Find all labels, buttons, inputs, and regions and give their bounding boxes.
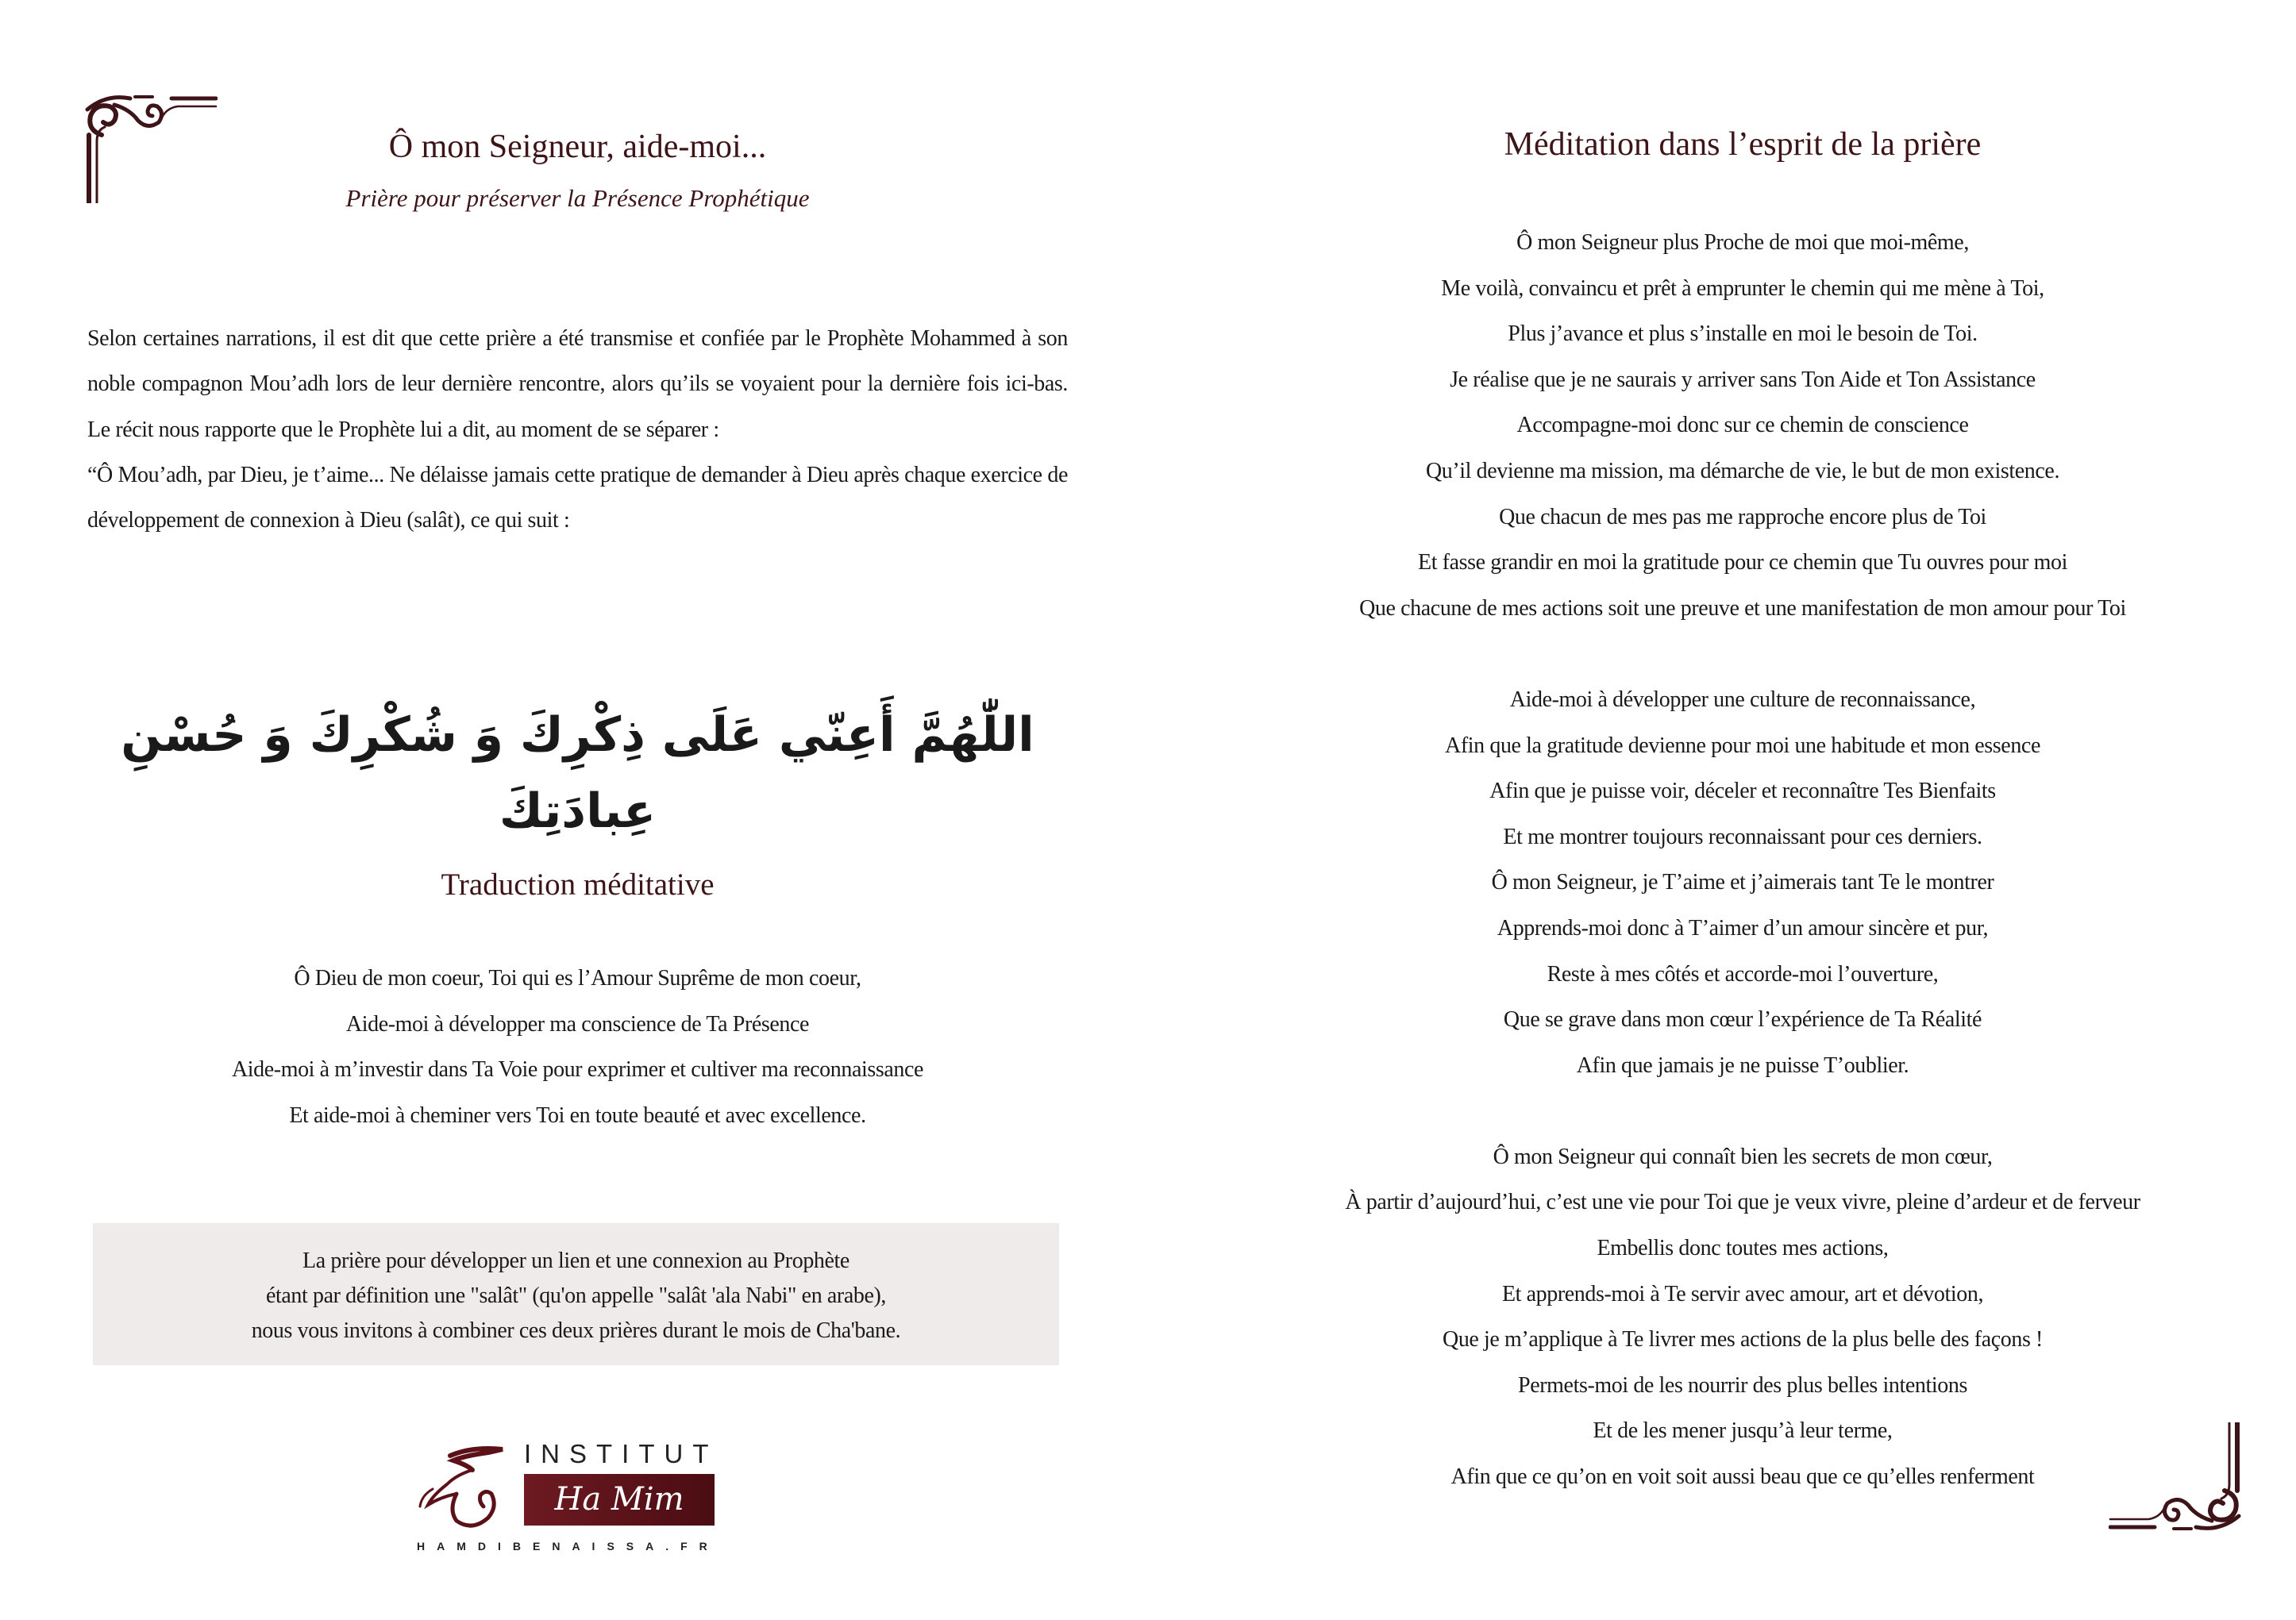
poem-line: Plus j’avance et plus s’installe en moi le besoin de Toi. [1508, 321, 1978, 347]
note-line: La prière pour développer un lien et une connexion au Prophète [302, 1249, 849, 1273]
intro-paragraph [87, 316, 1068, 543]
intro-paragraph-2: “Ô Mou’adh, par Dieu, je t’aime... Ne délaisse jamais cette pratique de demander à Dieu après chaque exercice de développement de connexion à Dieu (salât), ce qui suit : [87, 462, 1068, 533]
stanza-gap [1239, 631, 2247, 677]
logo-institut-text: INSTITUT [524, 1439, 718, 1468]
poem-line: Apprends-moi donc à T’aimer d’un amour sincère et pur, [1497, 915, 1989, 941]
poem-line: Et fasse grandir en moi la gratitude pour ce chemin que Tu ouvres pour moi [1418, 550, 2067, 575]
calligraphy-mark-icon [409, 1438, 520, 1533]
poem-line: Que chacun de mes pas me rapproche encore plus de Toi [1499, 504, 1986, 529]
translation-lines [87, 956, 1068, 1138]
meditation-stanza-1 [1239, 220, 2247, 631]
translation-line: Ô Dieu de mon coeur, Toi qui es l’Amour Suprême de mon coeur, [294, 966, 861, 991]
poem-line: À partir d’aujourd’hui, c’est une vie pour Toi que je veux vivre, pleine d’ardeur et de ferveur [1345, 1190, 2140, 1215]
logo-url-text: HAMDIBENAISSA.FR [417, 1540, 719, 1553]
intro-paragraph-1: Selon certaines narrations, il est dit que cette prière a été transmise et confiée par le Prophète Mohammed à son noble compagnon Mou’adh lors de leur dernière rencontre, alors qu’ils se voyaient pour la dernière fois ici-bas. Le récit nous rapporte que le Prophète lui a dit, au moment de se séparer : [87, 326, 1068, 442]
meditation-stanza-2 [1239, 677, 2247, 1088]
poem-line: Aide-moi à développer une culture de reconnaissance, [1509, 687, 1976, 712]
poem-line: Que chacune de mes actions soit une preuve et une manifestation de mon amour pour Toi [1359, 595, 2126, 621]
poem-line: Embellis donc toutes mes actions, [1597, 1236, 1889, 1261]
poem-line: Afin que je puisse voir, déceler et reconnaître Tes Bienfaits [1489, 779, 1996, 804]
poem-line: Afin que jamais je ne puisse T’oublier. [1576, 1052, 1909, 1078]
poem-line: Ô mon Seigneur plus Proche de moi que moi-même, [1516, 230, 1969, 255]
logo-name-text: Ha Mim [554, 1481, 684, 1518]
translation-title: Traduction méditative [441, 868, 715, 902]
poem-line: Et de les mener jusqu’à leur terme, [1593, 1418, 1893, 1444]
logo-name-box [524, 1474, 715, 1526]
poem-line: Ô mon Seigneur, je T’aime et j’aimerais tant Te le montrer [1491, 870, 1994, 895]
poem-line: Que se grave dans mon cœur l’expérience de Ta Réalité [1503, 1007, 1982, 1033]
poem-line: Permets-moi de les nourrir des plus belles intentions [1518, 1372, 1967, 1398]
arabic-prayer: اللّٰهُمَّ أَعِنّي عَلَى ذِكْرِكَ وَ شُكْرِكَ وَ حُسْنِ عِبادَتِكَ [121, 707, 1034, 839]
poem-line: Qu’il devienne ma mission, ma démarche de vie, le but de mon existence. [1425, 458, 2060, 483]
poem-line: Et me montrer toujours reconnaissant pour ces derniers. [1503, 824, 1982, 849]
poem-line: Me voilà, convaincu et prêt à emprunter le chemin qui me mène à Toi, [1441, 275, 2044, 301]
left-page-subtitle: Prière pour préserver la Présence Prophétique [345, 184, 810, 212]
stanza-gap [1239, 1088, 2247, 1134]
note-line: nous vous invitons à combiner ces deux prières durant le mois de Cha'bane. [251, 1318, 901, 1343]
meditation-stanza-3 [1239, 1134, 2247, 1500]
note-box [93, 1223, 1059, 1365]
poem-line: Et apprends-moi à Te servir avec amour, art et dévotion, [1501, 1281, 1984, 1306]
right-page-title: Méditation dans l’esprit de la prière [1504, 126, 1982, 163]
translation-line: Aide-moi à développer ma conscience de Ta Présence [345, 1011, 810, 1037]
poem-line: Je réalise que je ne saurais y arriver sans Ton Aide et Ton Assistance [1450, 367, 2036, 392]
note-line: étant par définition une "salât" (qu'on appelle "salât 'ala Nabi" en arabe), [265, 1283, 887, 1308]
poem-line: Reste à mes côtés et accorde-moi l’ouverture, [1547, 961, 1939, 987]
translation-line: Et aide-moi à cheminer vers Toi en toute beauté et avec excellence. [289, 1102, 866, 1128]
poem-line: Afin que la gratitude devienne pour moi une habitude et mon essence [1445, 733, 2040, 758]
institut-ha-mim-logo [409, 1438, 726, 1569]
poem-line: Accompagne-moi donc sur ce chemin de conscience [1516, 413, 1969, 438]
poem-line: Ô mon Seigneur qui connaît bien les secrets de mon cœur, [1493, 1144, 1993, 1169]
meditation-poem [1239, 220, 2247, 1500]
poem-line: Afin que ce qu’on en voit soit aussi beau que ce qu’elles renferment [1450, 1464, 2035, 1490]
poem-line: Que je m’applique à Te livrer mes actions de la plus belle des façons ! [1443, 1327, 2043, 1353]
translation-line: Aide-moi à m’investir dans Ta Voie pour exprimer et cultiver ma reconnaissance [231, 1057, 924, 1082]
left-page-title: Ô mon Seigneur, aide-moi... [388, 129, 767, 165]
